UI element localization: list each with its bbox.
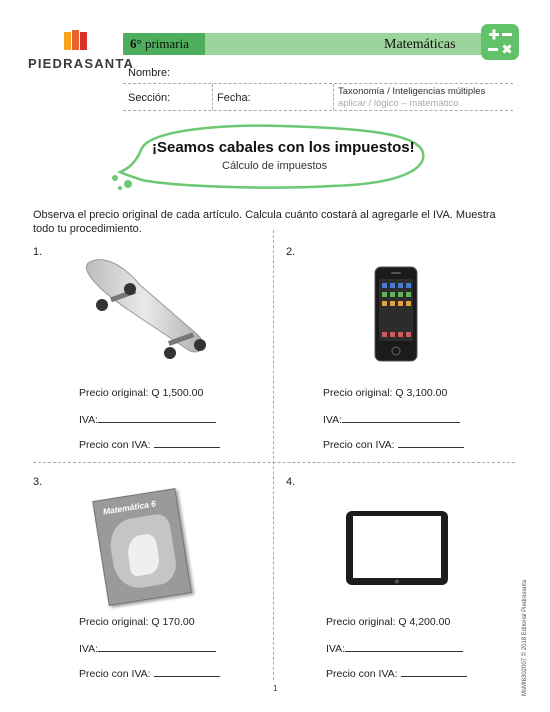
original-price: Precio original: Q 1,500.00 <box>79 387 204 399</box>
total-label: Precio con IVA: <box>79 668 151 680</box>
skateboard-image <box>80 255 215 360</box>
original-price: Precio original: Q 4,200.00 <box>326 616 451 628</box>
divider <box>333 84 334 110</box>
divider <box>212 84 213 110</box>
copyright-text: MsMt6302007 © 2018 Editorial Piedrasanta <box>522 579 528 696</box>
worksheet-title: ¡Seamos cabales con los impuestos! <box>152 139 415 156</box>
math-operations-icon <box>481 24 519 60</box>
publisher-logo-text: PIEDRASANTA <box>28 56 135 71</box>
item-number: 2. <box>286 246 296 258</box>
answer-line[interactable] <box>345 641 463 652</box>
total-field[interactable] <box>323 437 464 451</box>
taxonomy-value: aplicar / lógico – matemático <box>338 98 459 109</box>
divider <box>123 110 513 111</box>
instructions-text: Observa el precio original de cada artículo. Calcula cuánto costará al agregarle el IVA. Muestra todo tu procedimiento. <box>33 209 496 235</box>
answer-line[interactable] <box>398 437 464 448</box>
answer-line[interactable] <box>154 437 220 448</box>
item-number: 1. <box>33 246 43 258</box>
iva-field[interactable] <box>79 641 216 655</box>
tablet-image <box>345 510 449 586</box>
iva-label: IVA: <box>323 414 343 426</box>
answer-line[interactable] <box>154 666 220 677</box>
total-label: Precio con IVA: <box>323 439 395 451</box>
item-number: 3. <box>33 476 43 488</box>
grade-label <box>130 36 189 52</box>
iva-label: IVA: <box>79 414 99 426</box>
book-cover-title: Matemática 6 <box>102 498 157 517</box>
grade-number: 6° <box>130 36 142 51</box>
total-field[interactable] <box>79 666 220 680</box>
iva-field[interactable] <box>323 412 460 426</box>
iva-field[interactable] <box>326 641 463 655</box>
page-number: 1 <box>273 684 278 693</box>
total-field[interactable] <box>326 666 467 680</box>
taxonomy-label: Taxonomía / Inteligencias múltiples <box>338 86 486 97</box>
date-label: Fecha: <box>217 92 251 104</box>
piedrasanta-logo-icon <box>62 30 90 52</box>
divider <box>123 83 513 84</box>
subject-title: Matemáticas <box>384 37 456 52</box>
answer-line[interactable] <box>342 412 460 423</box>
smartphone-image <box>374 266 418 362</box>
section-label: Sección: <box>128 92 171 104</box>
grid-divider <box>33 462 515 463</box>
iva-label: IVA: <box>326 643 346 655</box>
total-label: Precio con IVA: <box>79 439 151 451</box>
iva-field[interactable] <box>79 412 216 426</box>
original-price: Precio original: Q 170.00 <box>79 616 195 628</box>
math-book-image <box>92 488 192 606</box>
worksheet-subtitle: Cálculo de impuestos <box>222 160 328 172</box>
grid-divider <box>273 230 274 680</box>
answer-line[interactable] <box>98 641 216 652</box>
answer-line[interactable] <box>401 666 467 677</box>
total-field[interactable] <box>79 437 220 451</box>
answer-line[interactable] <box>98 412 216 423</box>
title-speech-bubble <box>112 122 432 194</box>
grade-level: primaria <box>141 36 189 51</box>
original-price: Precio original: Q 3,100.00 <box>323 387 448 399</box>
name-label: Nombre: <box>128 67 171 79</box>
item-number: 4. <box>286 476 296 488</box>
iva-label: IVA: <box>79 643 99 655</box>
total-label: Precio con IVA: <box>326 668 398 680</box>
